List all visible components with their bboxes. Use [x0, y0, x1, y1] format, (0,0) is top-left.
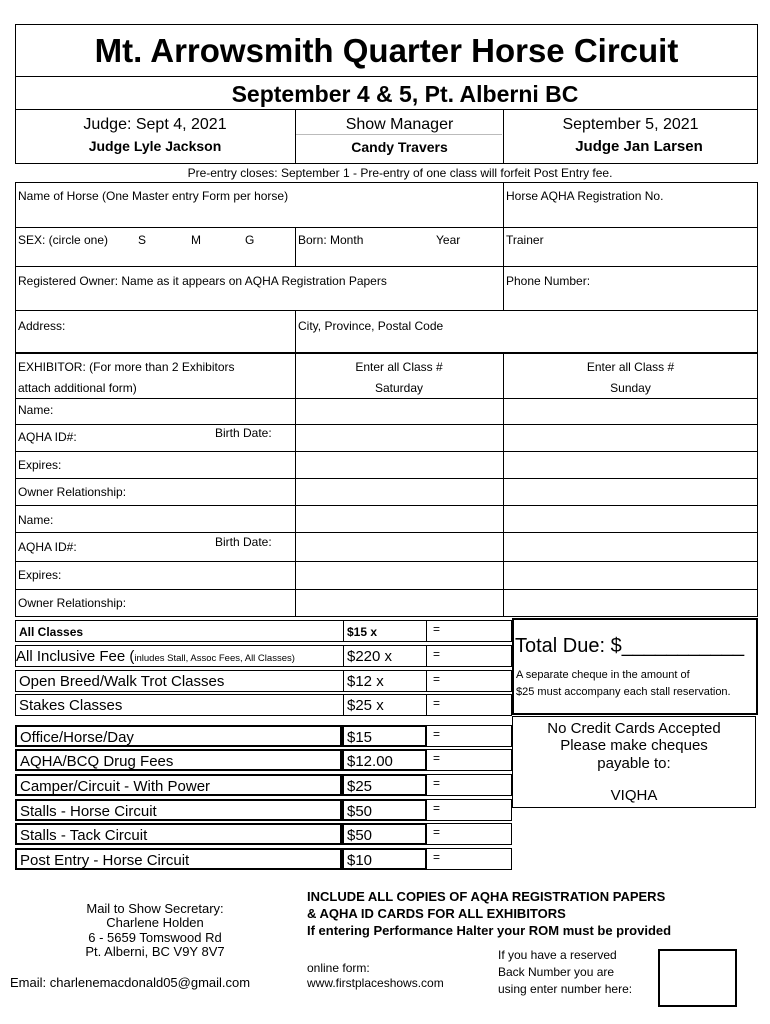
exhibitor2-expires-field[interactable]: Expires:: [18, 568, 62, 582]
fee-total-field[interactable]: =: [426, 774, 512, 796]
divider: [15, 589, 758, 590]
include-notice-2: & AQHA ID CARDS FOR ALL EXHIBITORS: [307, 906, 566, 921]
fee-price: $15: [342, 725, 427, 747]
fee-price: $15 x: [343, 620, 427, 642]
fee-price: $50: [342, 823, 427, 845]
exhibitor2-aqha-id-field[interactable]: AQHA ID#:: [18, 540, 77, 554]
fee-label: Stakes Classes: [15, 694, 344, 716]
phone-field[interactable]: Phone Number:: [506, 274, 591, 288]
online-form-label: online form:: [307, 961, 370, 975]
divider: [503, 182, 504, 310]
divider: [15, 478, 758, 479]
back-number-note-3: using enter number here:: [498, 982, 633, 996]
divider: [15, 424, 758, 425]
fee-label: All Classes: [15, 620, 344, 642]
total-due-box: [512, 618, 758, 715]
fee-label-note: inludes Stall, Assoc Fees, All Classes): [134, 653, 295, 664]
exhibitor-header-note: attach additional form): [18, 381, 137, 395]
divider: [15, 561, 758, 562]
exhibitor1-name-field[interactable]: Name:: [18, 403, 54, 417]
fee-total-field[interactable]: =: [426, 694, 512, 716]
fee-price: $12.00: [342, 749, 427, 771]
mail-city: Pt. Alberni, BC V9Y 8V7: [85, 944, 225, 959]
judge1-date: Judge: Sept 4, 2021: [83, 116, 227, 133]
mail-address: 6 - 5659 Tomswood Rd: [88, 930, 222, 945]
fee-label: Stalls - Tack Circuit: [15, 823, 342, 845]
fee-label-main: All Inclusive Fee (: [16, 648, 135, 665]
born-month-field[interactable]: Born: Month: [298, 233, 364, 247]
aqha-registration-field[interactable]: Horse AQHA Registration No.: [506, 189, 664, 203]
sunday-header: Enter all Class #: [586, 360, 675, 374]
page-subtitle: September 4 & 5, Pt. Alberni BC: [231, 81, 579, 107]
fee-label: [15, 645, 344, 667]
fee-label: Office/Horse/Day: [15, 725, 342, 747]
judge1-name: Judge Lyle Jackson: [88, 138, 222, 154]
fee-total-field[interactable]: =: [426, 645, 512, 667]
fee-total-field[interactable]: =: [426, 670, 512, 692]
divider: [15, 109, 758, 110]
total-due-field[interactable]: Total Due: $___________: [515, 635, 745, 657]
fee-total-field[interactable]: =: [426, 823, 512, 845]
saturday-header-day: Saturday: [374, 381, 424, 395]
manager-name: Candy Travers: [351, 139, 448, 155]
back-number-input[interactable]: [658, 949, 737, 1007]
saturday-header: Enter all Class #: [355, 360, 443, 374]
divider: [15, 398, 758, 399]
exhibitor1-expires-field[interactable]: Expires:: [18, 458, 62, 472]
sex-option-s[interactable]: S: [138, 233, 147, 247]
stall-cheque-note-2: $25 must accompany each stall reservation.: [516, 686, 731, 698]
fee-price: $220 x: [343, 645, 427, 667]
fee-price: $25 x: [343, 694, 427, 716]
mail-to-label: Mail to Show Secretary:: [86, 901, 224, 916]
fee-price: $25: [342, 774, 427, 796]
rom-notice: If entering Performance Halter your ROM must be provided: [307, 923, 672, 938]
divider: [15, 505, 758, 506]
exhibitor1-birth-date-field[interactable]: Birth Date:: [215, 426, 272, 440]
exhibitor1-aqha-id-field[interactable]: AQHA ID#:: [18, 430, 77, 444]
address-field[interactable]: Address:: [18, 319, 66, 333]
stall-cheque-note: A separate cheque in the amount of: [516, 669, 690, 681]
fee-label: Post Entry - Horse Circuit: [15, 848, 342, 870]
divider: [296, 134, 502, 135]
sunday-header-day: Sunday: [610, 381, 651, 395]
fee-total-field[interactable]: =: [426, 848, 512, 870]
secretary-name: Charlene Holden: [106, 915, 204, 930]
trainer-field[interactable]: Trainer: [506, 233, 544, 247]
payment-info-2: Please make cheques: [560, 737, 708, 754]
divider: [15, 310, 758, 311]
exhibitor1-owner-relationship-field[interactable]: Owner Relationship:: [18, 485, 127, 499]
fee-total-field[interactable]: =: [426, 799, 512, 821]
divider: [15, 532, 758, 533]
divider: [15, 76, 758, 77]
fee-label: Open Breed/Walk Trot Classes: [15, 670, 344, 692]
exhibitor2-name-field[interactable]: Name:: [18, 513, 54, 527]
back-number-note-2: Back Number you are: [498, 965, 615, 979]
fee-price: $10: [342, 848, 427, 870]
payment-info: No Credit Cards Accepted: [547, 720, 721, 737]
fee-price: $12 x: [343, 670, 427, 692]
divider: [295, 227, 296, 266]
page-title: Mt. Arrowsmith Quarter Horse Circuit: [94, 32, 679, 69]
exhibitor-header: EXHIBITOR: (For more than 2 Exhibitors: [18, 360, 235, 374]
judge2-name: Judge Jan Larsen: [575, 138, 703, 155]
sex-option-g[interactable]: G: [245, 233, 255, 247]
payee-name: VIQHA: [610, 787, 658, 804]
fee-label: AQHA/BCQ Drug Fees: [15, 749, 342, 771]
judge2-date: September 5, 2021: [562, 116, 699, 133]
owner-field[interactable]: Registered Owner: Name as it appears on AQHA Registration Papers: [18, 274, 387, 288]
manager-label: Show Manager: [345, 116, 454, 133]
divider: [15, 266, 758, 267]
divider: [15, 227, 758, 228]
online-form-link[interactable]: www.firstplaceshows.com: [307, 976, 444, 990]
preentry-notice: Pre-entry closes: September 1 - Pre-entry of one class will forfeit Post Entry fee.: [187, 166, 613, 180]
fee-total-field[interactable]: =: [426, 749, 512, 771]
exhibitor2-birth-date-field[interactable]: Birth Date:: [215, 535, 272, 549]
horse-name-field[interactable]: Name of Horse (One Master entry Form per horse): [18, 189, 289, 203]
fee-label: Stalls - Horse Circuit: [15, 799, 342, 821]
sex-option-m[interactable]: M: [191, 233, 201, 247]
include-notice: INCLUDE ALL COPIES OF AQHA REGISTRATION PAPERS: [307, 889, 666, 904]
divider: [295, 310, 296, 353]
exhibitor2-owner-relationship-field[interactable]: Owner Relationship:: [18, 596, 127, 610]
back-number-note: If you have a reserved: [498, 948, 617, 962]
fee-total-field[interactable]: =: [426, 725, 512, 747]
city-field[interactable]: City, Province, Postal Code: [298, 319, 444, 333]
sex-field[interactable]: SEX: (circle one): [18, 233, 109, 247]
fee-price: $50: [342, 799, 427, 821]
born-year-field[interactable]: Year: [436, 233, 461, 247]
email-link[interactable]: Email: charlenemacdonald05@gmail.com: [10, 975, 251, 990]
fee-total-field[interactable]: =: [426, 620, 512, 642]
fee-label: Camper/Circuit - With Power: [15, 774, 342, 796]
payment-info-3: payable to:: [597, 755, 671, 772]
divider: [15, 451, 758, 452]
